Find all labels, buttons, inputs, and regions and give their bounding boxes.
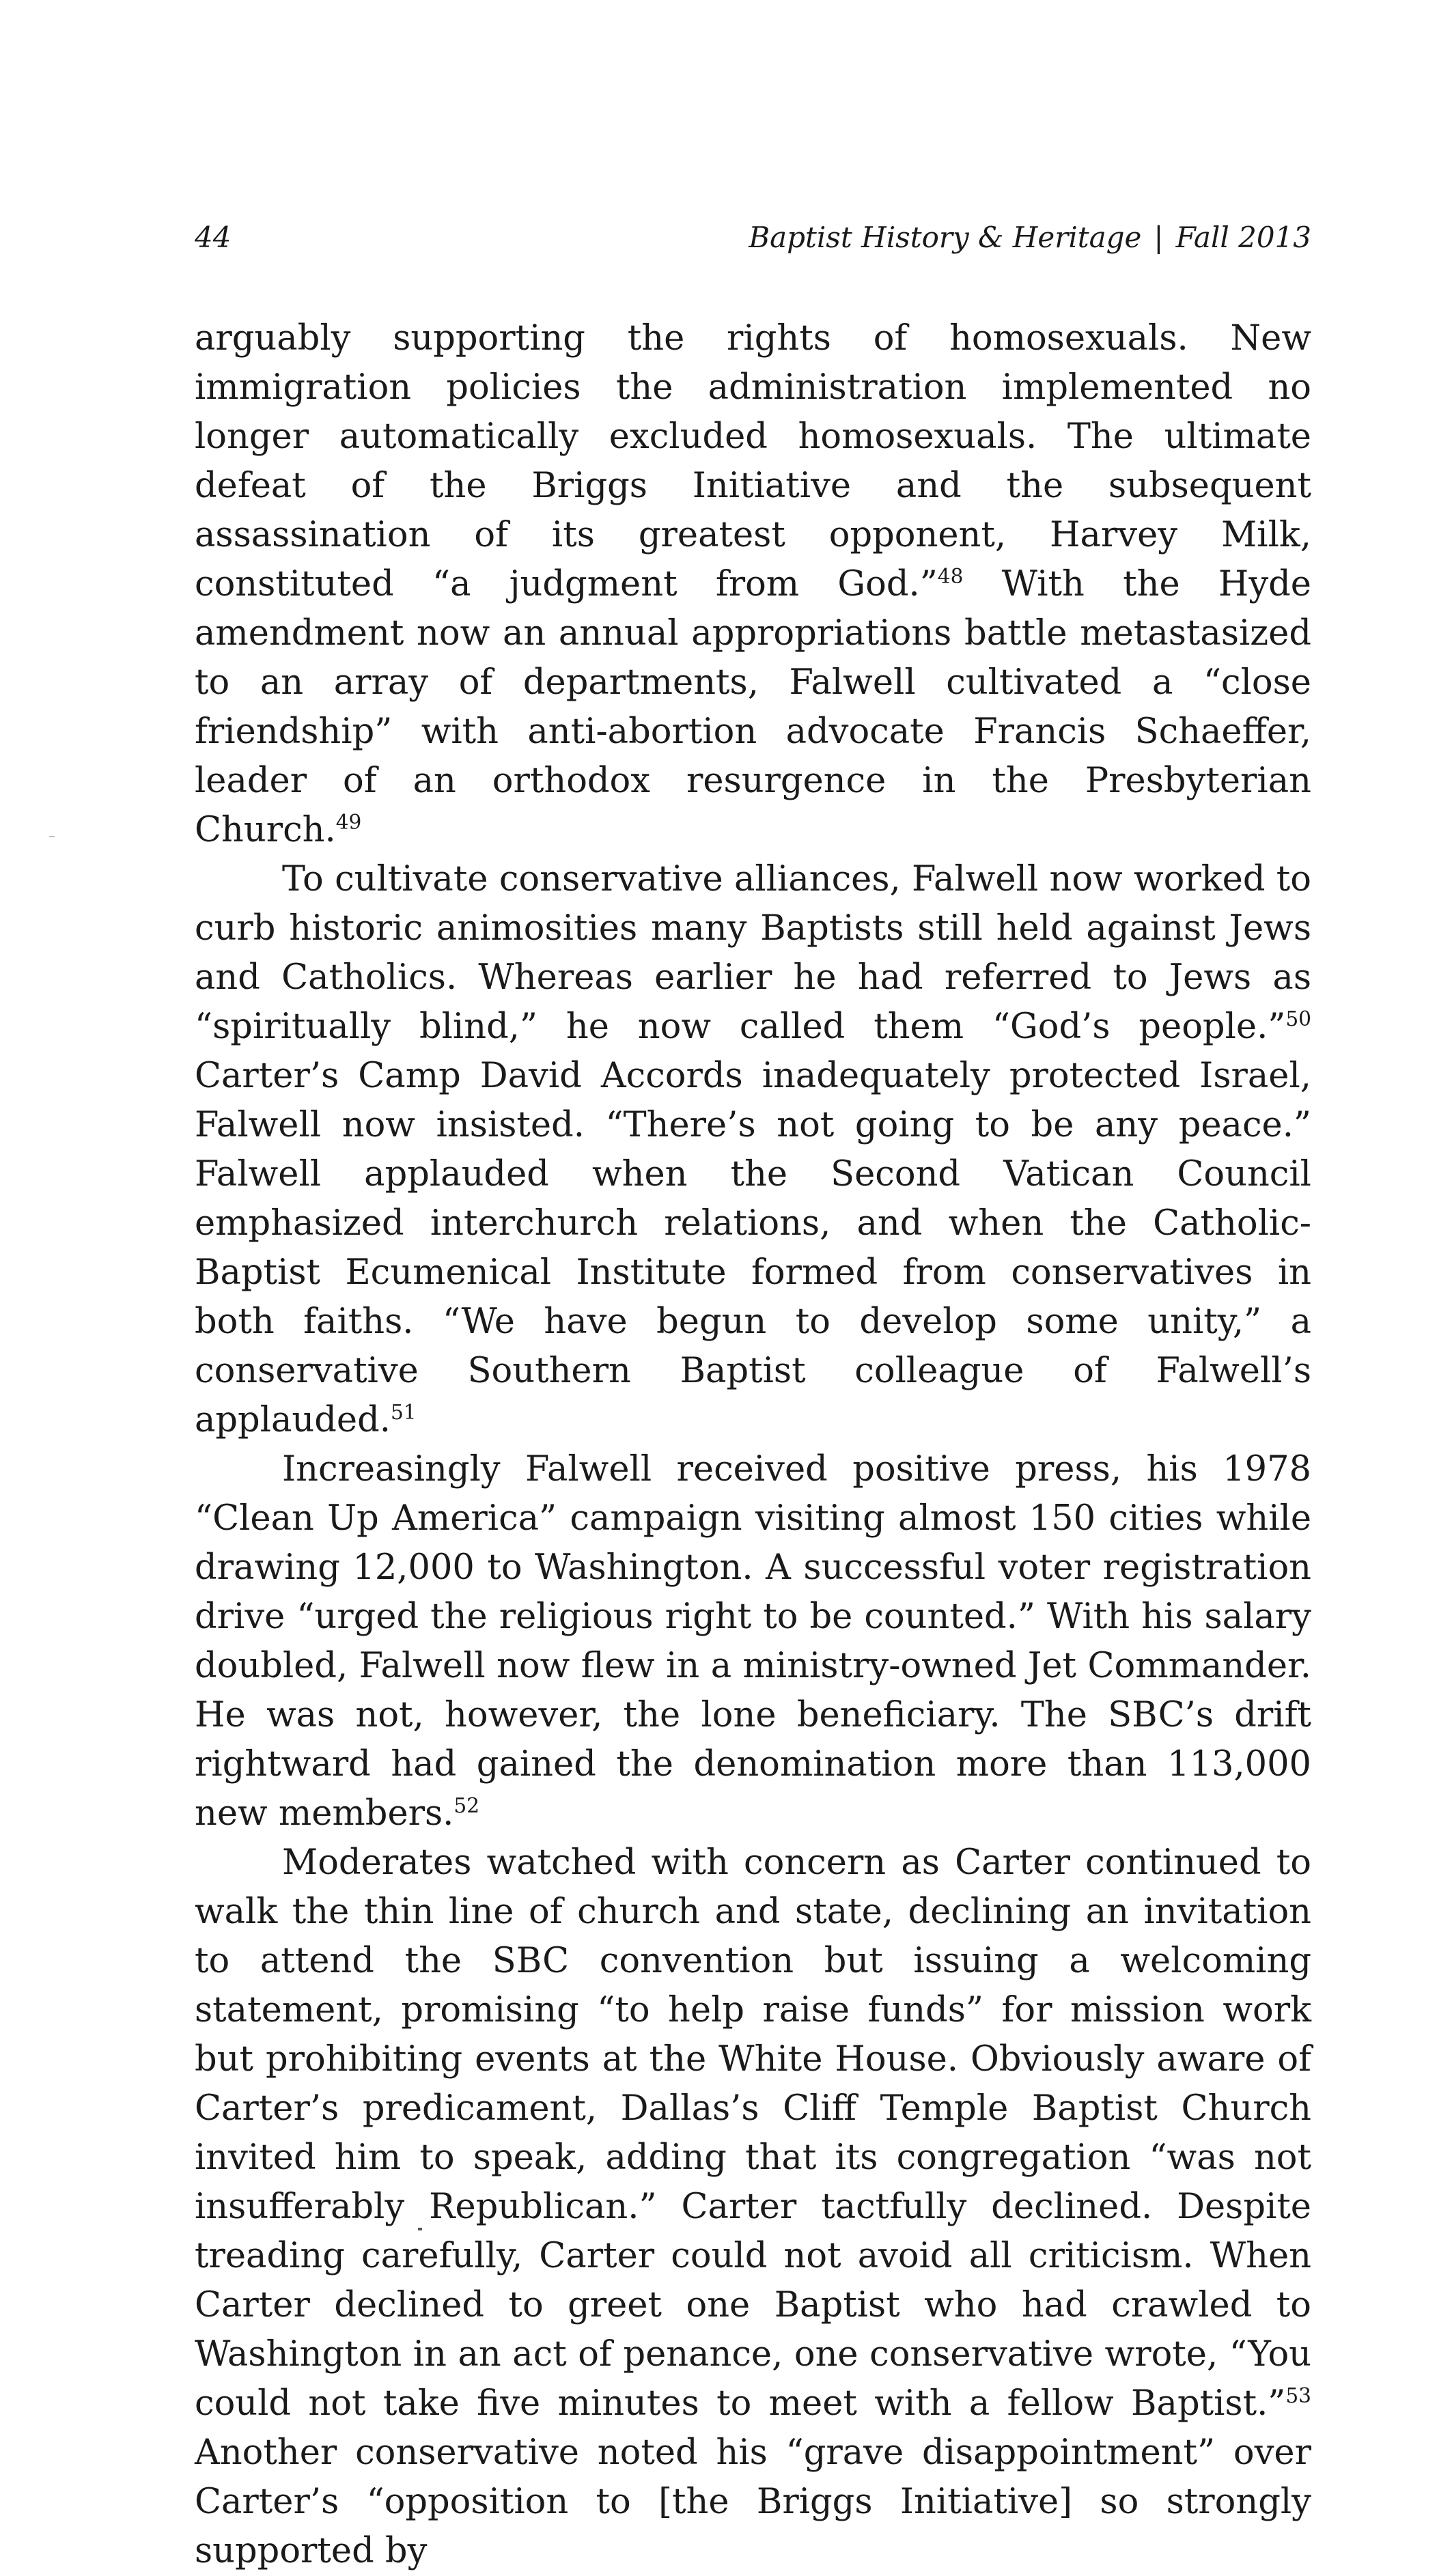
scan-speck (418, 2228, 422, 2230)
paragraph-4 (195, 1838, 1311, 2576)
issue-label: Fall 2013 (1175, 221, 1311, 254)
text-segment: Another conservative noted his “grave disappointment” over Carter’s “opposition to [the Briggs Initiative] so strongly supported by (195, 2433, 1311, 2571)
page-number: 44 (195, 221, 232, 254)
footnote-ref: 50 (1285, 1007, 1311, 1031)
paragraph-3 (195, 1445, 1311, 1838)
footnote-ref: 48 (937, 565, 964, 588)
paragraph-2 (195, 855, 1311, 1445)
body-text (195, 314, 1311, 2576)
footnote-ref: 49 (335, 811, 362, 834)
paragraph-1 (195, 314, 1311, 855)
text-segment: Carter’s Camp David Accords inadequately protected Israel, Falwell now insisted. “There’s not going to be any peace.” Falwell applauded when the Second Vatican Council emphasized interchurch relations, and when the Catholic-Baptist Ecumenical Institute formed from conservatives in both faiths. “We have begun to develop some unity,” a conservative Southern Baptist colleague of Falwell’s applauded. (195, 1056, 1311, 1440)
text-segment: Increasingly Falwell received positive press, his 1978 “Clean Up America” campaign visiting almost 150 cities while drawing 12,000 to Washington. A successful voter registration drive “urged the religious right to be counted.” With his salary doubled, Falwell now flew in a ministry-owned Jet Commander. He was not, however, the lone beneficiary. The SBC’s drift rightward had gained the denomination more than 113,000 new members. (195, 1449, 1311, 1834)
text-segment: arguably supporting the rights of homosexuals. New immigration policies the administration implemented no longer automatically excluded homosexuals. The ultimate defeat of the Briggs Initiative and the subsequent assassination of its greatest opponent, Harvey Milk, constituted “a judgment from God.” (195, 318, 1311, 604)
scan-margin-mark (49, 836, 55, 837)
header-separator: | (1154, 221, 1164, 254)
running-head (749, 217, 1311, 258)
text-segment: To cultivate conservative alliances, Falwell now worked to curb historic animosities many Baptists still held against Jews and Catholics. Whereas earlier he had referred to Jews as “spiritually blind,” he now called them “God’s people.” (195, 859, 1311, 1047)
text-segment: Moderates watched with concern as Carter continued to walk the thin line of church and state, declining an invitation to attend the SBC convention but issuing a welcoming statement, promising “to help raise funds” for mission work but prohibiting events at the White House. Obviously aware of Carter’s predicament, Dallas’s Cliff Temple Baptist Church invited him to speak, adding that its congregation “was not insufferably Republican.” Carter tactfully declined. Despite treading carefully, Carter could not avoid all criticism. When Carter declined to greet one Baptist who had crawled to Washington in an act of penance, one conservative wrote, “You could not take five minutes to meet with a fellow Baptist.” (195, 1843, 1311, 2424)
running-header (195, 217, 1311, 258)
text-segment: With the Hyde amendment now an annual appropriations battle metastasized to an array of departments, Falwell cultivated a “close friendship” with anti-abortion advocate Francis Schaeffer, leader of an orthodox resurgence in the Presbyterian Church. (195, 564, 1311, 850)
footnote-ref: 52 (453, 1794, 480, 1817)
journal-title: Baptist History & Heritage (749, 221, 1142, 254)
footnote-ref: 51 (390, 1401, 417, 1424)
footnote-ref: 53 (1285, 2384, 1311, 2407)
